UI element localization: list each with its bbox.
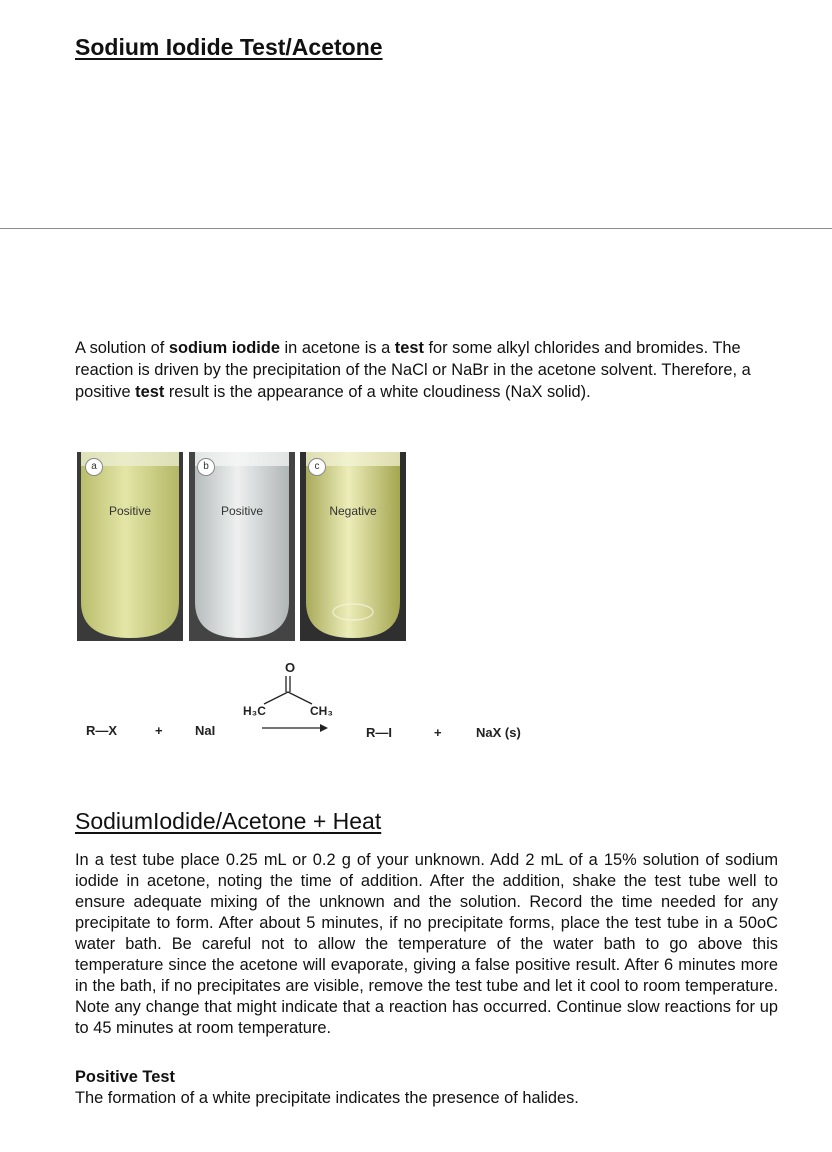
acetone-methyl-left: H₃C [243,704,266,718]
test-tube-b-illustration [189,452,295,641]
acetone-structure-and-arrow [240,660,360,740]
procedure-paragraph: In a test tube place 0.25 mL or 0.2 g of your unknown. Add 2 mL of a 15% solution of sodium iodide in acetone, noting the time of addition. After the addition, shake the test tube well to ensure adequate mixing of the unknown and the solution. Record the time needed for any precipitate to form. After about 5 minutes, if no precipitate forms, place the test tube in a 50oC water bath. Be careful not to allow the temperature of the water bath to go above this temperature since the acetone will evaporate, giving a false positive result. After 6 minutes more in the bath, if no precipitates are visible, remove the test tube and let it cool to room temperature. Note any change that might indicate that a reaction has occurred. Continue slow reactions for up to 45 minutes at room temperature. [75,851,778,1037]
positive-test-text: The formation of a white precipitate indicates the presence of halides. [75,1089,579,1107]
acetone-methyl-right: CH₃ [310,704,333,718]
divider [0,228,832,229]
photo-a-result-label: Positive [108,504,152,518]
intro-bold-sodium-iodide: sodium iodide [168,339,280,357]
photo-b-result-label: Positive [220,504,264,518]
intro-text-2: in acetone is a [279,339,395,357]
positive-test-heading: Positive Test [75,1068,175,1086]
photo-c-letter-badge: c [308,458,326,476]
intro-text-1: A solution of [75,339,169,357]
plus-sign-2: + [434,725,442,740]
photo-c-result-label: Negative [329,504,377,518]
byproduct-nax: NaX (s) [476,725,521,740]
intro-bold-test: test [394,339,424,357]
reactant-rx: R—X [86,723,118,738]
test-tube-a-illustration [77,452,183,641]
photo-b-letter-badge: b [197,458,215,476]
page-title: Sodium Iodide Test/Acetone [75,34,383,60]
test-tube-c-illustration [300,452,406,641]
product-ri: R—I [366,725,392,740]
acetone-oxygen-label: O [285,660,296,675]
test-tube-photo-c [300,452,406,641]
intro-bold-test-2: test [135,383,165,401]
intro-text-3: for some alkyl chlorides and bromides. The reaction is driven by the precipitation of the NaCl or NaBr in the acetone solvent. Therefore, a positive [75,339,751,401]
test-tube-photo-b [189,452,295,641]
test-tube-photo-a [77,452,183,641]
section-heading-heat: SodiumIodide/Acetone + Heat [75,808,382,834]
reagent-nai: NaI [195,723,216,738]
intro-paragraph [75,337,780,403]
plus-sign-1: + [155,723,163,738]
photo-a-letter-badge: a [85,458,103,476]
intro-text-4: result is the appearance of a white cloudiness (NaX solid). [164,383,591,401]
